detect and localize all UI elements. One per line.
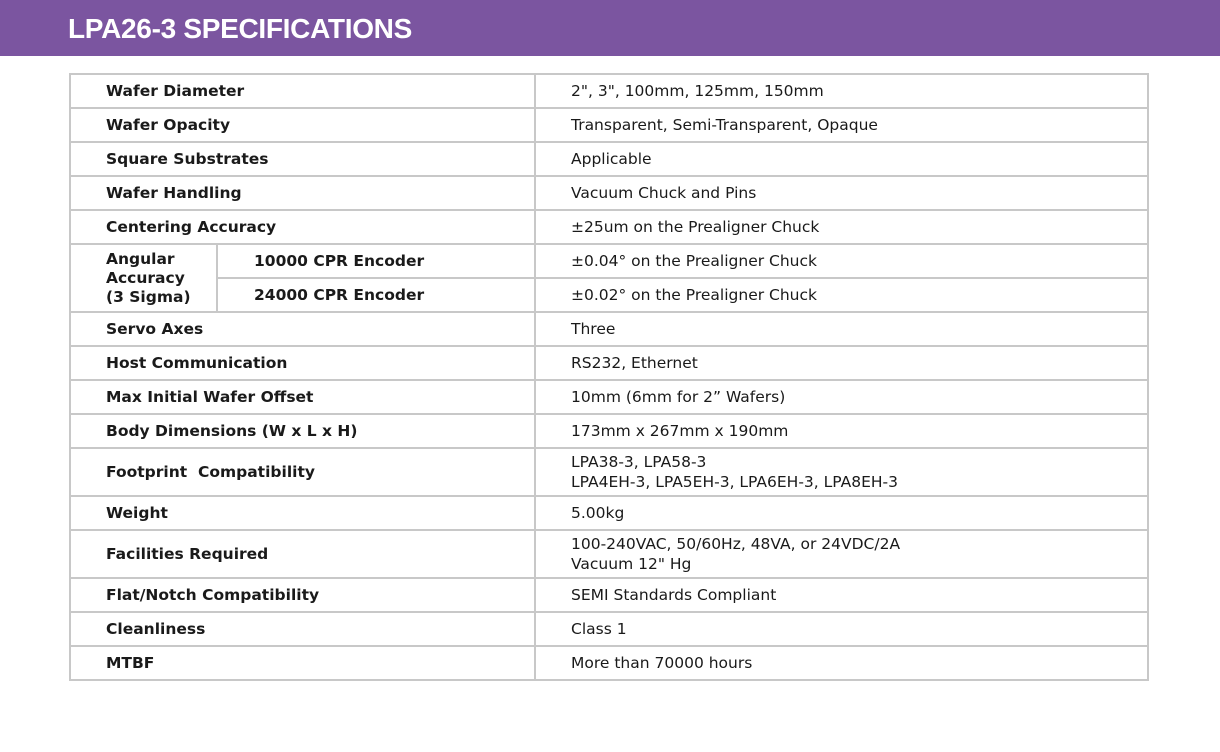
spec-value: Class 1 <box>535 612 1148 646</box>
group-label-line: (3 Sigma) <box>106 287 191 306</box>
spec-value <box>535 530 1148 578</box>
spec-label: Body Dimensions (W x L x H) <box>70 414 535 448</box>
page-title: LPA26-3 SPECIFICATIONS <box>68 13 412 44</box>
table-row <box>70 312 1148 346</box>
spec-value: ±25um on the Prealigner Chuck <box>535 210 1148 244</box>
spec-label: Cleanliness <box>70 612 535 646</box>
header-bar <box>0 0 1220 56</box>
spec-label: Wafer Opacity <box>70 108 535 142</box>
spec-label: Centering Accuracy <box>70 210 535 244</box>
value-line: Vacuum 12" Hg <box>571 555 692 573</box>
table-row <box>70 496 1148 530</box>
spec-value: 5.00kg <box>535 496 1148 530</box>
specifications-table <box>69 73 1149 681</box>
spec-value: 173mm x 267mm x 190mm <box>535 414 1148 448</box>
spec-value: 2", 3", 100mm, 125mm, 150mm <box>535 74 1148 108</box>
spec-sublabel: 24000 CPR Encoder <box>217 278 535 312</box>
table-row <box>70 142 1148 176</box>
spec-label: Max Initial Wafer Offset <box>70 380 535 414</box>
spec-value: ±0.04° on the Prealigner Chuck <box>535 244 1148 278</box>
value-line: 100-240VAC, 50/60Hz, 48VA, or 24VDC/2A <box>571 535 901 553</box>
group-label-line: Angular <box>106 249 175 268</box>
angular-accuracy-label <box>70 244 217 312</box>
value-line: LPA38-3, LPA58-3 <box>571 453 707 471</box>
spec-label: Servo Axes <box>70 312 535 346</box>
table-row <box>70 414 1148 448</box>
spec-value: More than 70000 hours <box>535 646 1148 680</box>
table-row <box>70 380 1148 414</box>
spec-label: MTBF <box>70 646 535 680</box>
table-row <box>70 176 1148 210</box>
table-row <box>70 278 1148 312</box>
value-line: LPA4EH-3, LPA5EH-3, LPA6EH-3, LPA8EH-3 <box>571 473 898 491</box>
spec-label: Flat/Notch Compatibility <box>70 578 535 612</box>
spec-label: Footprint Compatibility <box>70 448 535 496</box>
spec-value: ±0.02° on the Prealigner Chuck <box>535 278 1148 312</box>
spec-sublabel: 10000 CPR Encoder <box>217 244 535 278</box>
spec-label: Host Communication <box>70 346 535 380</box>
table-row <box>70 210 1148 244</box>
spec-value: Vacuum Chuck and Pins <box>535 176 1148 210</box>
table-row <box>70 646 1148 680</box>
spec-value <box>535 448 1148 496</box>
spec-value: Applicable <box>535 142 1148 176</box>
spec-label: Wafer Handling <box>70 176 535 210</box>
table-row <box>70 346 1148 380</box>
spec-value: Transparent, Semi-Transparent, Opaque <box>535 108 1148 142</box>
spec-value: RS232, Ethernet <box>535 346 1148 380</box>
spec-label: Facilities Required <box>70 530 535 578</box>
table-row <box>70 578 1148 612</box>
table-row <box>70 530 1148 578</box>
table-row <box>70 448 1148 496</box>
spec-label: Wafer Diameter <box>70 74 535 108</box>
spec-label: Weight <box>70 496 535 530</box>
spec-value: Three <box>535 312 1148 346</box>
table-row <box>70 74 1148 108</box>
spec-value: 10mm (6mm for 2” Wafers) <box>535 380 1148 414</box>
table-row <box>70 108 1148 142</box>
table-row <box>70 244 1148 278</box>
spec-label: Square Substrates <box>70 142 535 176</box>
group-label-line: Accuracy <box>106 268 185 287</box>
table-row <box>70 612 1148 646</box>
spec-value: SEMI Standards Compliant <box>535 578 1148 612</box>
